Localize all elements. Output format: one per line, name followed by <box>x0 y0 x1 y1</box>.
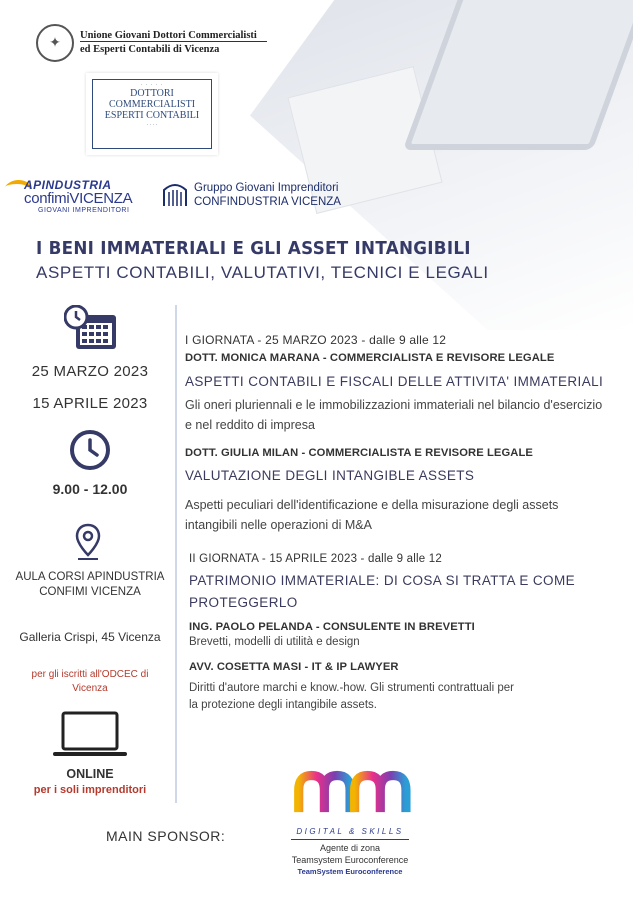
ugdc-logo <box>36 24 276 68</box>
confindustria-logo-line1: Gruppo Giovani Imprenditori <box>194 182 339 194</box>
odcec-logo <box>86 73 218 155</box>
calendar-clock-icon <box>64 305 118 351</box>
description-3: Brevetti, modelli di utilità e design <box>189 636 360 648</box>
ugdc-logo-line1: Unione Giovani Dottori Commercialisti <box>80 30 267 42</box>
event-venue: AULA CORSI APINDUSTRIA CONFIMI VICENZA <box>15 571 165 598</box>
main-sponsor-label: MAIN SPONSOR: <box>106 828 226 844</box>
topic-3-line2: PROTEGGERLO <box>189 595 298 610</box>
clock-icon <box>69 429 111 471</box>
apindustria-logo-line3: GIOVANI IMPRENDITORI <box>38 207 130 214</box>
description-4-line2: la protezione degli intangibile assets. <box>189 699 377 711</box>
online-label: ONLINE <box>66 767 114 781</box>
odcec-logo-city-mark: · · · · <box>146 123 158 128</box>
topic-1: ASPETTI CONTABILI E FISCALI DELLE ATTIVITA' IMMATERIALI <box>185 374 604 389</box>
confindustria-logo <box>160 180 360 212</box>
page-subtitle: ASPETTI CONTABILI, VALUTATIVI, TECNICI E LEGALI <box>36 263 489 282</box>
description-2: Aspetti peculiari dell'identificazione e della misurazione degli assets intangibili nelle operazioni di M&A <box>185 498 559 532</box>
topic-3-line1: PATRIMONIO IMMATERIALE: DI COSA SI TRATTA E COME <box>189 573 575 588</box>
location-pin-icon <box>74 522 102 562</box>
speaker-4: AVV. COSETTA MASI - IT & IP LAWYER <box>189 661 399 673</box>
speaker-2: DOTT. GIULIA MILAN - COMMERCIALISTA E REVISORE LEGALE <box>185 447 533 459</box>
ugdc-logo-line2: ed Esperti Contabili di Vicenza <box>80 44 220 55</box>
sponsor-tagline: DIGITAL & SKILLS <box>296 827 404 836</box>
day1-heading: I GIORNATA - 25 MARZO 2023 - dalle 9 alle 12 <box>185 333 447 347</box>
sponsor-rule <box>291 839 409 840</box>
apindustria-logo <box>4 178 154 218</box>
column-divider <box>175 305 177 803</box>
speaker-1: DOTT. MONICA MARANA - COMMERCIALISTA E REVISORE LEGALE <box>185 352 555 364</box>
page-title: I BENI IMMATERIALI E GLI ASSET INTANGIBILI <box>36 238 471 259</box>
event-time: 9.00 - 12.00 <box>52 481 128 497</box>
speaker-3: ING. PAOLO PELANDA - CONSULENTE IN BREVETTI <box>189 621 475 633</box>
sponsor-brands: TeamSystem Euroconference <box>297 867 403 876</box>
topic-2: VALUTAZIONE DEGLI INTANGIBLE ASSETS <box>185 468 475 483</box>
sponsor-agent-line1: Agente di zona <box>319 843 381 853</box>
description-4-line1: Diritti d'autore marchi e know.-how. Gli strumenti contrattuali per <box>189 682 514 694</box>
odcec-logo-line1: DOTTORI COMMERCIALISTI <box>108 88 196 110</box>
odcec-logo-line2: ESPERTI CONTABILI <box>104 110 200 121</box>
confindustria-emblem-icon <box>160 180 190 210</box>
event-date-2: 15 APRILE 2023 <box>32 395 148 412</box>
day2-heading: II GIORNATA - 15 APRILE 2023 - dalle 9 alle 12 <box>189 553 442 565</box>
mm-logo-icon <box>288 770 413 814</box>
laptop-icon <box>52 710 128 760</box>
apindustria-logo-line1: APINDUSTRIA <box>24 178 112 192</box>
odcec-note: per gli iscritti all'ODCEC di Vicenza <box>31 669 149 694</box>
apindustria-logo-line2: confimiVICENZA <box>24 190 133 207</box>
odcec-logo-ordine-mark: · · · · · <box>140 83 164 88</box>
ugdc-seal-icon: ✦ <box>36 24 74 62</box>
sponsor-agent-line2: Teamsystem Euroconference <box>291 855 409 865</box>
event-address: Galleria Crispi, 45 Vicenza <box>19 630 161 644</box>
online-note: per i soli imprenditori <box>33 784 147 796</box>
description-1: Gli oneri pluriennali e le immobilizzazioni immateriali nel bilancio d'esercizio e nel reddito di impresa <box>185 398 603 432</box>
event-date-1: 25 MARZO 2023 <box>31 363 149 380</box>
confindustria-logo-line2: CONFINDUSTRIA VICENZA <box>194 196 341 208</box>
sponsor-logo <box>280 770 420 885</box>
